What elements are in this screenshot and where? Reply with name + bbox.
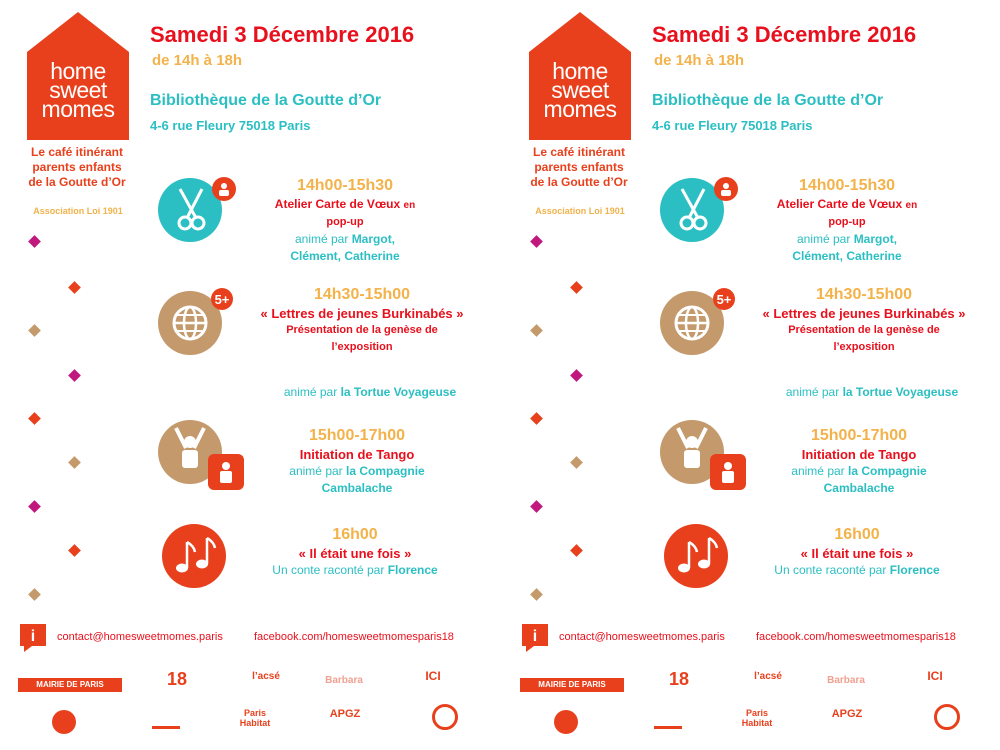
sponsor-round-logo xyxy=(934,704,960,730)
logo-line-sweet: sweet xyxy=(49,77,107,103)
tagline-line-3: de la Goutte d’Or xyxy=(530,175,628,189)
sponsor-18: 18 xyxy=(166,669,188,689)
decor-diamond xyxy=(570,544,583,557)
decor-diamond xyxy=(28,235,41,248)
event-1-desc-names: Margot, xyxy=(351,232,396,246)
venue-name: Bibliothèque de la Goutte d’Or xyxy=(150,92,382,109)
event-3-title: Initiation de Tango xyxy=(801,447,917,462)
globe-age-badge: 5+ xyxy=(214,292,230,307)
event-1-title-suffix: en xyxy=(905,200,918,211)
sponsor-circle-logo xyxy=(554,710,578,734)
event-1-desc-prefix: animé par xyxy=(294,232,349,246)
decor-diamond xyxy=(68,281,81,294)
event-3-desc-prefix: animé par xyxy=(791,464,845,478)
event-1-title-suffix: en xyxy=(403,200,416,211)
facebook-link[interactable]: facebook.com/homesweetmomesparis18 xyxy=(756,631,956,643)
event-hours: de 14h à 18h xyxy=(654,52,745,69)
contact-email[interactable]: contact@homesweetmomes.paris xyxy=(559,631,725,643)
event-3-desc-2: Cambalache xyxy=(321,481,393,495)
event-2-subtitle-2: l’exposition xyxy=(331,341,393,353)
sponsor-acse: l’acsé xyxy=(754,671,782,682)
facebook-link[interactable]: facebook.com/homesweetmomesparis18 xyxy=(254,631,454,643)
tagline-line-2: parents enfants xyxy=(32,160,122,174)
event-1-desc-names: Margot, xyxy=(853,232,898,246)
event-2-animator xyxy=(772,384,972,401)
event-2-desc-prefix: animé par xyxy=(283,385,338,399)
sponsor-ici: ICI xyxy=(425,669,441,683)
sponsor-barbara: Barbara xyxy=(827,675,865,686)
event-date: Samedi 3 Décembre 2016 xyxy=(652,22,917,47)
event-2 xyxy=(252,284,472,356)
event-3-desc-2: Cambalache xyxy=(823,481,895,495)
event-3-time: 15h00-17h00 xyxy=(810,427,908,444)
sponsor-barbara: Barbara xyxy=(325,675,363,686)
event-2-animator xyxy=(270,384,470,401)
contact-email[interactable]: contact@homesweetmomes.paris xyxy=(57,631,223,643)
venue-name: Bibliothèque de la Goutte d’Or xyxy=(652,92,884,109)
event-3-desc-prefix: animé par xyxy=(289,464,343,478)
logo-line-momes: momes xyxy=(543,96,617,122)
logo-line-home: home xyxy=(50,58,106,84)
event-2-subtitle-1: Présentation de la genèse de xyxy=(788,324,940,336)
tagline-line-3: de la Goutte d’Or xyxy=(28,175,126,189)
decor-diamond xyxy=(28,324,41,337)
home-sweet-momes-logo xyxy=(27,12,129,140)
tagline xyxy=(512,145,646,190)
event-4 xyxy=(747,524,967,579)
decor-diamond xyxy=(68,544,81,557)
logo-line-sweet: sweet xyxy=(551,77,609,103)
event-4 xyxy=(245,524,465,579)
globe-icon xyxy=(660,285,750,362)
event-2-desc-names: la Tortue Voyageuse xyxy=(340,385,457,399)
decor-diamond xyxy=(570,369,583,382)
decor-diamond xyxy=(530,324,543,337)
event-3 xyxy=(262,425,452,497)
flyer-right xyxy=(502,0,1000,750)
event-2-desc-prefix: animé par xyxy=(785,385,840,399)
sponsor-18: 18 xyxy=(668,669,690,689)
event-1 xyxy=(260,175,430,265)
contact-row xyxy=(20,624,490,654)
event-1-title: Atelier Carte de Vœux xyxy=(274,197,401,211)
venue-address: 4-6 rue Fleury 75018 Paris xyxy=(150,118,311,133)
event-1-title: Atelier Carte de Vœux xyxy=(776,197,903,211)
decor-diamond xyxy=(570,281,583,294)
globe-age-badge: 5+ xyxy=(716,292,732,307)
decor-diamond xyxy=(68,456,81,469)
event-4-time: 16h00 xyxy=(332,526,378,543)
event-2-subtitle-1: Présentation de la genèse de xyxy=(286,324,438,336)
event-1-title-2: pop-up xyxy=(326,216,364,228)
music-notes-icon xyxy=(664,522,734,597)
association-label: Association Loi 1901 xyxy=(535,206,625,216)
event-1-time: 14h00-15h30 xyxy=(296,177,394,194)
decor-diamond xyxy=(28,588,41,601)
event-4-desc-names: Florence xyxy=(889,563,940,577)
info-icon xyxy=(20,624,46,652)
decor-diamond xyxy=(530,500,543,513)
decor-diamond xyxy=(28,500,41,513)
event-3-time: 15h00-17h00 xyxy=(308,427,406,444)
info-icon xyxy=(522,624,548,652)
sponsor-paris-habitat: Paris Habitat xyxy=(239,708,271,728)
event-3-title: Initiation de Tango xyxy=(299,447,415,462)
event-4-desc-names: Florence xyxy=(387,563,438,577)
dancer-icon xyxy=(660,420,750,497)
event-1-time: 14h00-15h30 xyxy=(798,177,896,194)
decor-diamond xyxy=(530,235,543,248)
event-1-desc-2: Clément, Catherine xyxy=(792,249,902,263)
event-2 xyxy=(754,284,974,356)
event-4-desc-prefix: Un conte raconté par xyxy=(272,563,385,577)
event-2-time: 14h30-15h00 xyxy=(815,286,913,303)
dancer-icon xyxy=(158,420,248,497)
decor-diamond xyxy=(28,412,41,425)
event-4-title: « Il était une fois » xyxy=(800,546,914,561)
event-2-subtitle-2: l’exposition xyxy=(833,341,895,353)
logo-line-momes: momes xyxy=(41,96,115,122)
scissors-icon xyxy=(158,175,248,250)
sponsor-circle-logo xyxy=(52,710,76,734)
logo-line-home: home xyxy=(552,58,608,84)
sponsor-apgz: APGZ xyxy=(329,708,361,720)
event-4-title: « Il était une fois » xyxy=(298,546,412,561)
event-2-desc-names: la Tortue Voyageuse xyxy=(842,385,959,399)
sponsor-b-logo xyxy=(152,710,180,729)
tagline-line-1: Le café itinérant xyxy=(30,145,124,159)
decor-diamond xyxy=(530,412,543,425)
sponsor-round-logo xyxy=(432,704,458,730)
scissors-icon xyxy=(660,175,750,250)
event-1-desc-2: Clément, Catherine xyxy=(290,249,400,263)
event-date: Samedi 3 Décembre 2016 xyxy=(150,22,415,47)
sponsor-paris-habitat: Paris Habitat xyxy=(741,708,773,728)
tagline-line-1: Le café itinérant xyxy=(532,145,626,159)
sponsor-acse: l’acsé xyxy=(252,671,280,682)
event-1-desc-prefix: animé par xyxy=(796,232,851,246)
sponsor-b-logo xyxy=(654,710,682,729)
event-3-desc-names: la Compagnie xyxy=(346,464,425,478)
event-1 xyxy=(762,175,932,265)
sponsor-ici: ICI xyxy=(927,669,943,683)
event-hours: de 14h à 18h xyxy=(152,52,243,69)
association-label: Association Loi 1901 xyxy=(33,206,123,216)
home-sweet-momes-logo xyxy=(529,12,631,140)
event-2-title: « Lettres de jeunes Burkinabés » xyxy=(762,306,966,321)
event-3 xyxy=(764,425,954,497)
event-2-time: 14h30-15h00 xyxy=(313,286,411,303)
event-3-desc-names: la Compagnie xyxy=(848,464,927,478)
sponsor-mairie-de-paris: MAIRIE DE PARIS xyxy=(520,678,624,692)
sponsor-mairie-de-paris: MAIRIE DE PARIS xyxy=(18,678,122,692)
sponsor-apgz: APGZ xyxy=(831,708,863,720)
info-icon-glyph: i xyxy=(30,628,36,645)
decor-diamond xyxy=(570,456,583,469)
event-1-title-2: pop-up xyxy=(828,216,866,228)
info-icon-glyph: i xyxy=(532,628,538,645)
globe-icon xyxy=(158,285,248,362)
event-4-time: 16h00 xyxy=(834,526,880,543)
decor-diamond xyxy=(530,588,543,601)
tagline-line-2: parents enfants xyxy=(534,160,624,174)
decor-diamond xyxy=(68,369,81,382)
event-2-title: « Lettres de jeunes Burkinabés » xyxy=(260,306,464,321)
tagline xyxy=(10,145,144,190)
contact-row xyxy=(522,624,992,654)
venue-address: 4-6 rue Fleury 75018 Paris xyxy=(652,118,813,133)
music-notes-icon xyxy=(162,522,232,597)
event-4-desc-prefix: Un conte raconté par xyxy=(774,563,887,577)
